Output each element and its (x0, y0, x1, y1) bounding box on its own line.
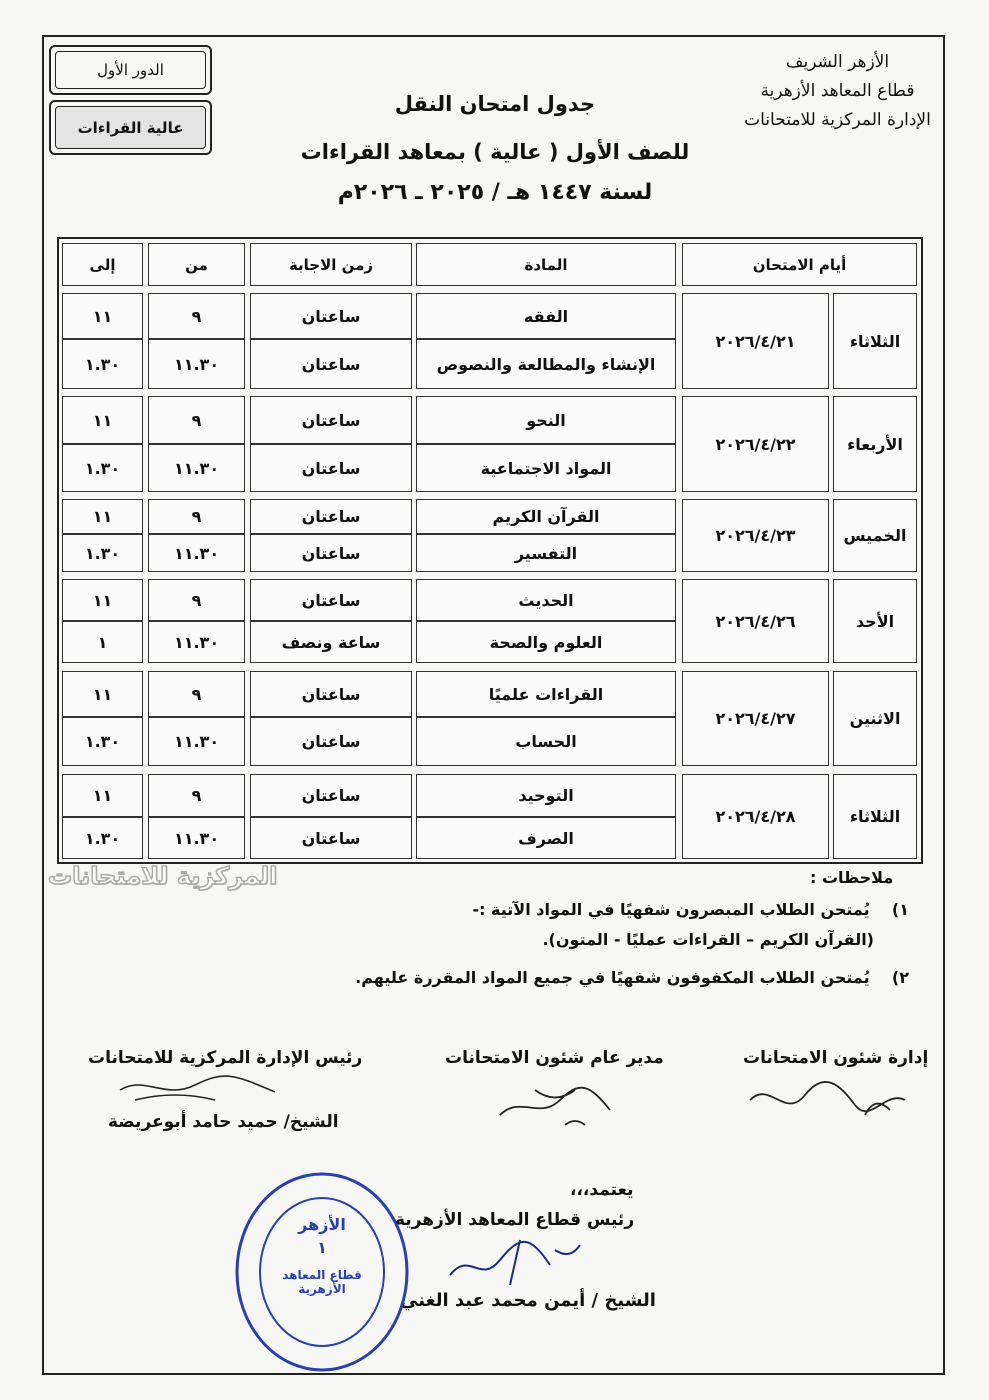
exam-date: ٢٠٢٦/٤/٢١ (682, 293, 829, 389)
subject-cell: التوحيد (416, 774, 676, 817)
duration-cell: ساعتان (250, 499, 412, 534)
subject-cell: القرآن الكريم (416, 499, 676, 534)
duration-cell: ساعتان (250, 817, 412, 859)
to-time-cell: ١.٣٠ (62, 534, 143, 572)
org-line-2: قطاع المعاهد الأزهرية (760, 81, 915, 101)
year-title: لسنة ١٤٤٧ هـ / ٢٠٢٥ ـ ٢٠٢٦م (337, 180, 653, 205)
duration-cell: ساعتان (250, 339, 412, 389)
to-time-cell: ١.٣٠ (62, 717, 143, 766)
day-name: الثلاثاء (833, 774, 917, 859)
duration-cell: ساعة ونصف (250, 621, 412, 663)
org-line-1: الأزهر الشريف (785, 52, 890, 72)
exam-date: ٢٠٢٦/٤/٢٦ (682, 579, 829, 663)
watermark: المركزية للامتحانات (48, 862, 278, 890)
day-name: الأربعاء (833, 396, 917, 492)
sig-central-head-name: الشيخ/ حميد حامد أبوعريضة (108, 1112, 339, 1132)
sig-central-head-title: رئيس الإدارة المركزية للامتحانات (88, 1048, 363, 1068)
from-time-cell: ١١.٣٠ (148, 339, 245, 389)
notes-title: ملاحظات : (810, 868, 894, 887)
note-2-num: ٢) (891, 968, 909, 987)
signature-central-head (115, 1070, 285, 1110)
from-time-cell: ٩ (148, 671, 245, 717)
page-title: جدول امتحان النقل (394, 92, 596, 116)
day-name: الثلاثاء (833, 293, 917, 389)
subject-cell: العلوم والصحة (416, 621, 676, 663)
note-2 (355, 968, 909, 987)
header-duration: زمن الاجابة (250, 243, 412, 286)
note-1-text: يُمتحن الطلاب المبصرون شفهيًا في المواد الآتية :- (472, 900, 870, 919)
approve-label: يعتمد،،، (570, 1180, 634, 1200)
duration-cell: ساعتان (250, 293, 412, 339)
to-time-cell: ١١ (62, 579, 143, 621)
to-time-cell: ١.٣٠ (62, 817, 143, 859)
day-name: الأحد (833, 579, 917, 663)
sector-head-name: الشيخ / أيمن محمد عبد الغني (400, 1290, 656, 1311)
exam-date: ٢٠٢٦/٤/٢٧ (682, 671, 829, 766)
from-time-cell: ٩ (148, 293, 245, 339)
to-time-cell: ١١ (62, 671, 143, 717)
subject-cell: الحساب (416, 717, 676, 766)
to-time-cell: ١١ (62, 293, 143, 339)
org-header (740, 48, 935, 135)
duration-cell: ساعتان (250, 579, 412, 621)
subject-cell: الإنشاء والمطالعة والنصوص (416, 339, 676, 389)
signature-sector-head (440, 1230, 590, 1290)
sector-head-title: رئيس قطاع المعاهد الأزهرية (395, 1210, 635, 1230)
duration-cell: ساعتان (250, 774, 412, 817)
signature-general-director (495, 1075, 625, 1135)
subject-cell: المواد الاجتماعية (416, 444, 676, 492)
exam-date: ٢٠٢٦/٤/٢٣ (682, 499, 829, 572)
duration-cell: ساعتان (250, 717, 412, 766)
subject-cell: الصرف (416, 817, 676, 859)
header-days: أيام الامتحان (682, 243, 917, 286)
to-time-cell: ١١ (62, 396, 143, 444)
round-label: الدور الأول (55, 51, 206, 89)
from-time-cell: ١١.٣٠ (148, 444, 245, 492)
duration-cell: ساعتان (250, 671, 412, 717)
grade-title: للصف الأول ( عالية ) بمعاهد القراءات (300, 140, 690, 164)
category-label-box (49, 100, 212, 155)
from-time-cell: ١١.٣٠ (148, 817, 245, 859)
day-name: الخميس (833, 499, 917, 572)
org-line-3: الإدارة المركزية للامتحانات (744, 110, 931, 130)
to-time-cell: ١١ (62, 774, 143, 817)
round-label-box (49, 45, 212, 95)
exam-schedule-table (57, 237, 923, 864)
duration-cell: ساعتان (250, 444, 412, 492)
from-time-cell: ٩ (148, 396, 245, 444)
category-label: عالية القراءات (55, 106, 206, 149)
exam-date: ٢٠٢٦/٤/٢٨ (682, 774, 829, 859)
subject-cell: الفقه (416, 293, 676, 339)
subject-cell: النحو (416, 396, 676, 444)
note-1-sub: (القرآن الكريم – القراءات عمليًا - المتون). (542, 930, 874, 949)
stamp-center-text: قطاع المعاهد الأزهرية (282, 1268, 362, 1296)
note-1-num: ١) (891, 900, 909, 919)
note-1 (472, 900, 909, 919)
to-time-cell: ١.٣٠ (62, 339, 143, 389)
header-to: إلى (62, 243, 143, 286)
duration-cell: ساعتان (250, 534, 412, 572)
official-stamp (232, 1170, 412, 1375)
from-time-cell: ٩ (148, 499, 245, 534)
subject-cell: القراءات علميًا (416, 671, 676, 717)
from-time-cell: ١١.٣٠ (148, 717, 245, 766)
day-name: الاثنين (833, 671, 917, 766)
sig-general-director-title: مدير عام شئون الامتحانات (445, 1048, 664, 1068)
from-time-cell: ١١.٣٠ (148, 534, 245, 572)
header-from: من (148, 243, 245, 286)
from-time-cell: ١١.٣٠ (148, 621, 245, 663)
header-subject: المادة (416, 243, 676, 286)
to-time-cell: ١١ (62, 499, 143, 534)
to-time-cell: ١ (62, 621, 143, 663)
signature-exams-admin (745, 1075, 925, 1130)
sig-exams-admin-title: إدارة شئون الامتحانات (743, 1048, 929, 1068)
from-time-cell: ٩ (148, 774, 245, 817)
stamp-top-text: الأزهر (298, 1215, 346, 1234)
from-time-cell: ٩ (148, 579, 245, 621)
note-2-text: يُمتحن الطلاب المكفوفون شفهيًا في جميع المواد المقررة عليهم. (355, 968, 870, 987)
exam-date: ٢٠٢٦/٤/٢٢ (682, 396, 829, 492)
duration-cell: ساعتان (250, 396, 412, 444)
subject-cell: الحديث (416, 579, 676, 621)
stamp-number: ١ (317, 1238, 327, 1257)
subject-cell: التفسير (416, 534, 676, 572)
to-time-cell: ١.٣٠ (62, 444, 143, 492)
